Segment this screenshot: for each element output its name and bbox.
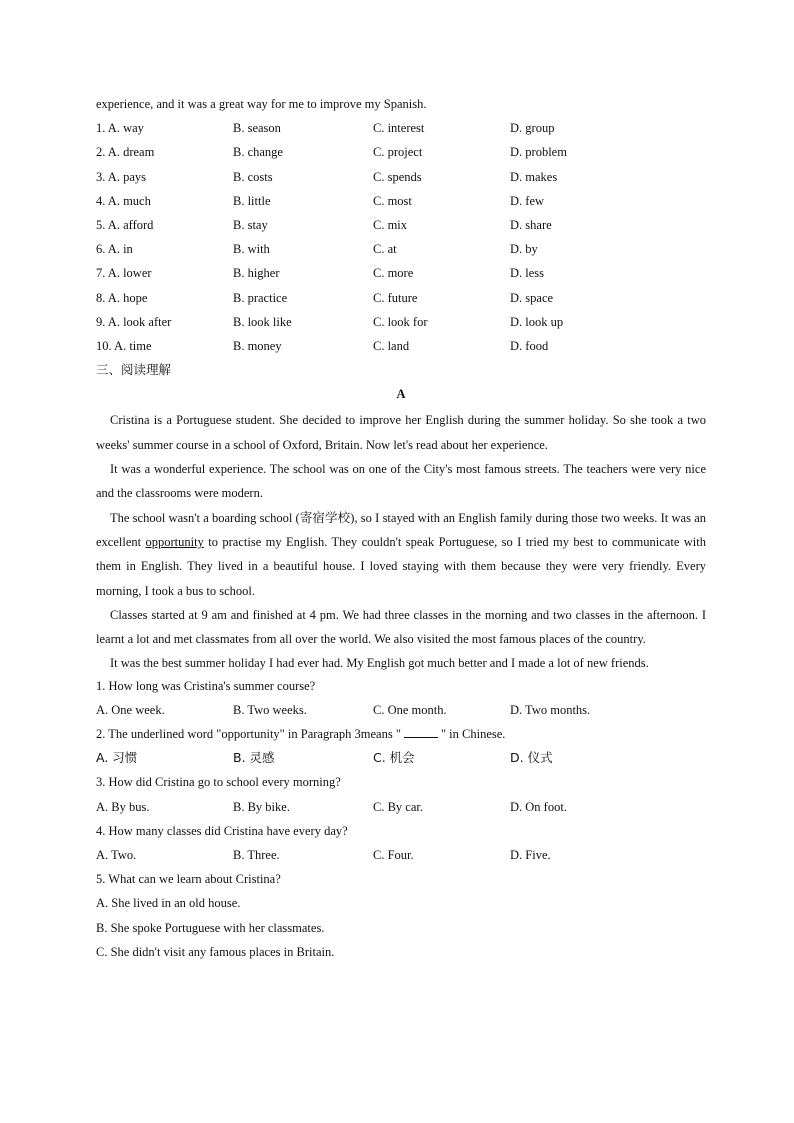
- option-d: D. look up: [510, 314, 564, 329]
- option-c: C. spends: [373, 169, 422, 184]
- cloze-row-5: [96, 215, 706, 239]
- option-a: A. By bus.: [96, 799, 150, 814]
- cloze-options-table: [96, 118, 706, 360]
- question-options: [96, 845, 706, 869]
- cloze-row-3: [96, 167, 706, 191]
- cloze-row-1: [96, 118, 706, 142]
- question-options: [96, 748, 706, 772]
- option-c: C. 机会: [373, 750, 415, 766]
- option-c: C. at: [373, 242, 397, 257]
- question-stem: 3. How did Cristina go to school every morning?: [96, 775, 341, 790]
- option-a: A. One week.: [96, 702, 165, 717]
- stem-text: 2. The underlined word "opportunity" in Paragraph 3means ": [96, 727, 401, 742]
- question-2: [96, 724, 706, 772]
- option-b: B. change: [233, 145, 283, 160]
- option-a: A. 习惯: [96, 750, 138, 766]
- question-options: [96, 797, 706, 821]
- option-b: B. practice: [233, 290, 288, 305]
- reading-passage: [96, 408, 706, 675]
- option-c: C. mix: [373, 217, 408, 232]
- option-a: 3. A. pays: [96, 169, 146, 184]
- paragraph-text: to practise my English. They couldn't speak Portuguese, so I tried my best to communicate with them in English. They lived in a beautiful house. I loved staying with them because they were very friendly. Every morning, I took a bus to school.: [96, 534, 706, 598]
- option-c: C. most: [373, 193, 412, 208]
- option-a: A. She lived in an old house.: [96, 896, 241, 911]
- option-a: 6. A. in: [96, 242, 133, 257]
- option-a: 1. A. way: [96, 121, 144, 136]
- question-4: [96, 821, 706, 869]
- cloze-row-6: [96, 239, 706, 263]
- option-a: 4. A. much: [96, 193, 151, 208]
- intro-line: experience, and it was a great way for me to improve my Spanish.: [96, 97, 427, 111]
- option-d: D. few: [510, 193, 545, 208]
- cloze-row-9: [96, 312, 706, 336]
- cloze-row-4: [96, 191, 706, 215]
- question-stem: 1. How long was Cristina's summer course?: [96, 678, 316, 693]
- option-d: D. share: [510, 217, 552, 232]
- passage-paragraph-2: It was a wonderful experience. The school was on one of the City's most famous streets. The teachers were very nice and the classrooms were modern.: [96, 462, 706, 501]
- answer-blank[interactable]: [404, 727, 438, 738]
- option-c: C. Four.: [373, 848, 414, 863]
- passage-paragraph-5: It was the best summer holiday I had ever had. My English got much better and I made a lot of new friends.: [110, 656, 649, 671]
- option-b: B. stay: [233, 217, 268, 232]
- option-b: B. 灵感: [233, 750, 275, 766]
- option-c: C. interest: [373, 121, 425, 136]
- option-b: B. Three.: [233, 848, 280, 863]
- passage-label: A: [396, 387, 406, 402]
- option-c: C. future: [373, 290, 418, 305]
- option-d: D. On foot.: [510, 799, 567, 814]
- option-d: D. by: [510, 242, 538, 257]
- option-d: D. problem: [510, 145, 567, 160]
- option-d: D. Two months.: [510, 702, 591, 717]
- option-c: C. more: [373, 266, 414, 281]
- option-c: C. project: [373, 145, 423, 160]
- worksheet-page: [96, 94, 706, 966]
- option-c: C. One month.: [373, 702, 447, 717]
- question-stem: 5. What can we learn about Cristina?: [96, 872, 281, 887]
- option-b: B. Two weeks.: [233, 702, 307, 717]
- option-c: C. She didn't visit any famous places in Britain.: [96, 944, 335, 959]
- cloze-row-2: [96, 142, 706, 166]
- option-d: D. space: [510, 290, 554, 305]
- option-a: A. Two.: [96, 848, 137, 863]
- question-1: [96, 676, 706, 724]
- option-c: C. By car.: [373, 799, 423, 814]
- option-a: 9. A. look after: [96, 314, 172, 329]
- question-stem: [96, 724, 706, 748]
- option-a: 5. A. afford: [96, 217, 154, 232]
- question-stem: 4. How many classes did Cristina have every day?: [96, 823, 348, 838]
- option-d: D. 仪式: [510, 750, 553, 766]
- stem-text: " in Chinese.: [440, 727, 506, 742]
- option-b: B. little: [233, 193, 271, 208]
- question-options: [96, 700, 706, 724]
- option-a: 10. A. time: [96, 338, 152, 353]
- option-d: D. group: [510, 121, 555, 136]
- option-b: B. with: [233, 242, 270, 257]
- paragraph-text: The school wasn't a boarding school (寄宿学校), so I stayed with an English family during those two weeks. It was an excellent: [96, 510, 706, 549]
- option-a: 8. A. hope: [96, 290, 148, 305]
- section-title: 三、阅读理解: [96, 362, 172, 378]
- option-b: B. higher: [233, 266, 280, 281]
- option-a: 7. A. lower: [96, 266, 152, 281]
- option-a: 2. A. dream: [96, 145, 155, 160]
- question-3: [96, 772, 706, 820]
- option-d: D. Five.: [510, 848, 551, 863]
- option-b: B. She spoke Portuguese with her classmates.: [96, 920, 325, 935]
- cloze-row-8: [96, 288, 706, 312]
- passage-paragraph-4: Classes started at 9 am and finished at 4 pm. We had three classes in the morning and two classes in the afternoon. I learnt a lot and met classmates from all over the world. We also visited the most famous places of the country.: [96, 607, 706, 647]
- option-b: B. costs: [233, 169, 273, 184]
- cloze-row-7: [96, 263, 706, 287]
- option-d: D. makes: [510, 169, 558, 184]
- option-d: D. food: [510, 338, 549, 353]
- option-b: B. money: [233, 338, 282, 353]
- option-c: C. land: [373, 338, 410, 353]
- option-b: B. look like: [233, 314, 292, 329]
- option-b: B. season: [233, 121, 281, 136]
- option-b: B. By bike.: [233, 799, 290, 814]
- option-d: D. less: [510, 266, 545, 281]
- passage-paragraph-3: [96, 506, 706, 603]
- option-c: C. look for: [373, 314, 428, 329]
- cloze-row-10: [96, 336, 706, 360]
- question-5: [96, 869, 706, 966]
- underlined-word: opportunity: [145, 534, 204, 549]
- passage-paragraph-1: Cristina is a Portuguese student. She decided to improve her English during the summer holiday. So she took a two weeks' summer course in a school of Oxford, Britain. Now let's read about her experience.: [96, 413, 706, 452]
